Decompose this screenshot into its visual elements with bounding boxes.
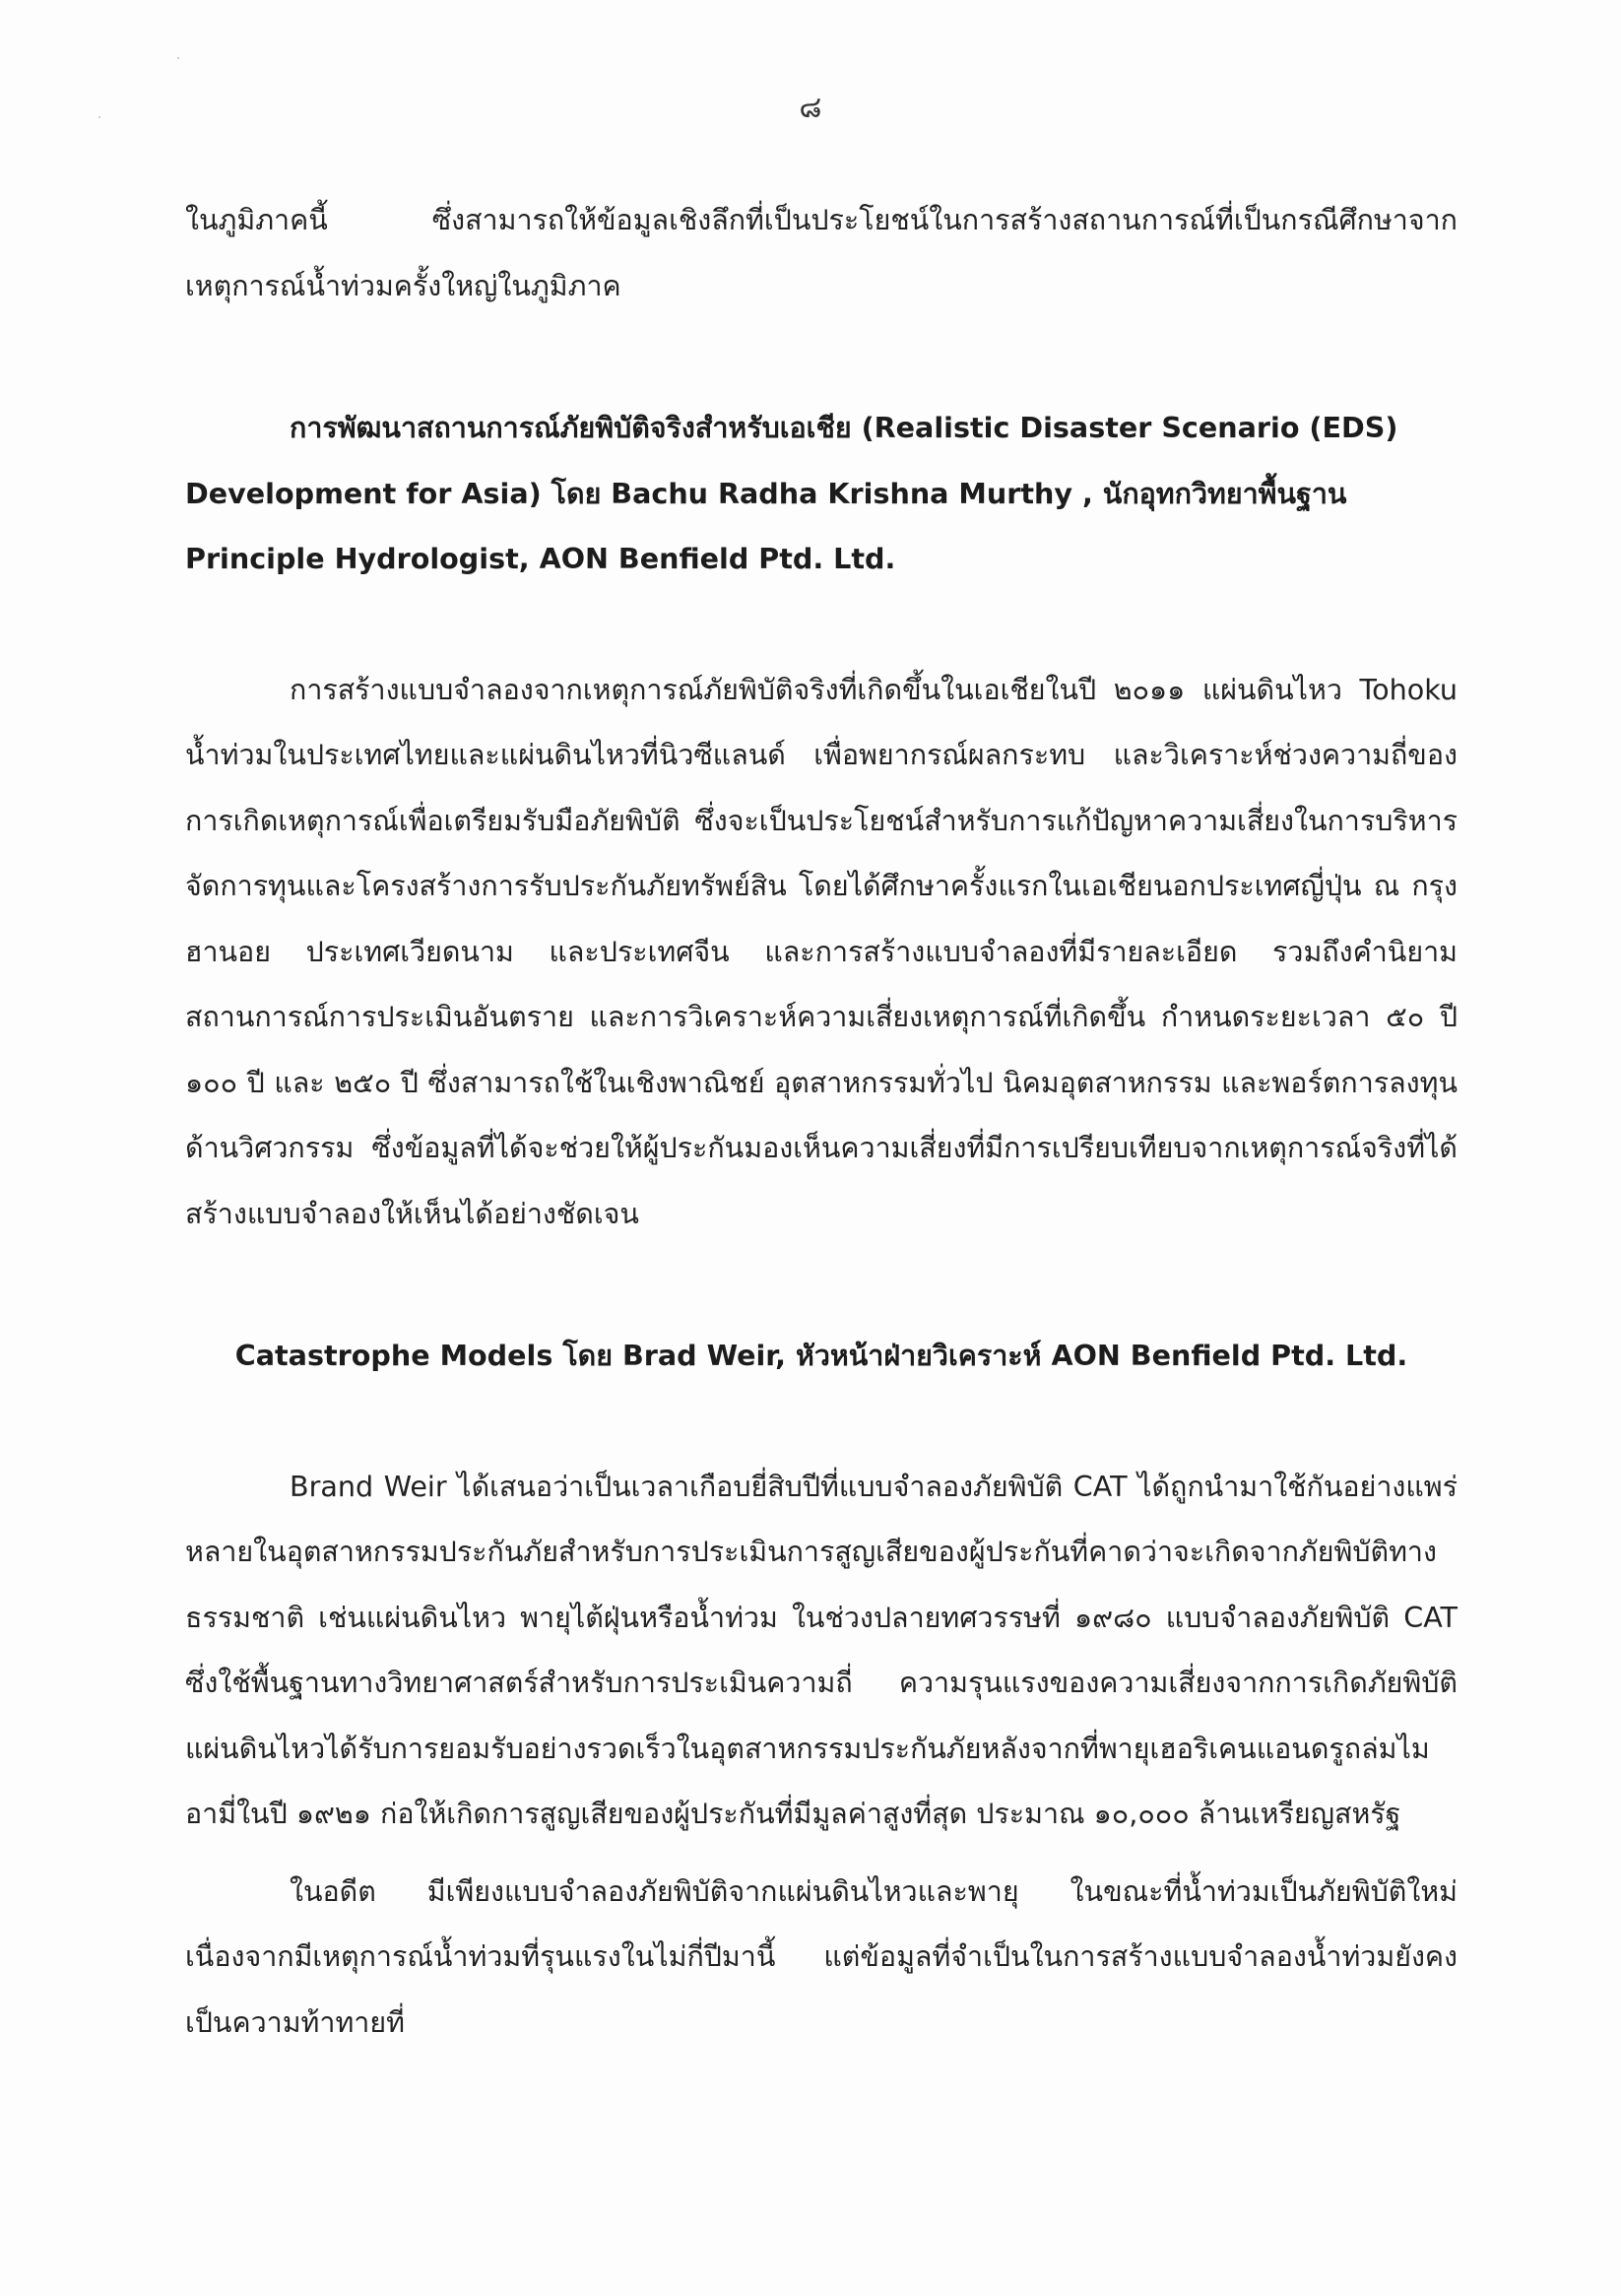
paragraph-intro-continuation: ในภูมิภาคนี้ ซึ่งสามารถให้ข้อมูลเชิงลึกที่เป็นประโยชน์ในการสร้างสถานการณ์ที่เป็นกรณีศึกษาจากเหตุการณ์น้ำท่วมครั้งใหญ่ในภูมิภาค [185,203,1458,302]
paragraph-cat-models: Brand Weir ได้เสนอว่าเป็นเวลาเกือบยี่สิบปีที่แบบจำลองภัยพิบัติ CAT ได้ถูกนำมาใช้กันอย่างแพร่หลายในอุตสาหกรรมประกันภัยสำหรับการประเมินการสูญเสียของผู้ประกันที่คาดว่าจะเกิดจากภัยพิบัติทางธรรมชาติ เช่นแผ่นดินไหว พายุไต้ฝุ่นหรือน้ำท่วม ในช่วงปลายทศวรรษที่ ๑๙๘๐ แบบจำลองภัยพิบัติ CAT ซึ่งใช้พื้นฐานทางวิทยาศาสตร์สำหรับการประเมินความถี่ ความรุนแรงของความเสี่ยงจากการเกิดภัยพิบัติแผ่นดินไหวได้รับการยอมรับอย่างรวดเร็วในอุตสาหกรรมประกันภัยหลังจากที่พายุเฮอริเคนแอนดรูถล่มไมอามี่ในปี ๑๙๒๑ ก่อให้เกิดการสูญเสียของผู้ประกันที่มีมูลค่าสูงที่สุด ประมาณ ๑๐,๐๐๐ ล้านเหรียญสหรัฐ [185,1469,1458,1830]
section-heading-catastrophe-models: Catastrophe Models โดย Brad Weir, หัวหน้าฝ่ายวิเคราะห์ AON Benfield Ptd. Ltd. [234,1339,1408,1372]
document-body [185,187,1458,2055]
page-number: ๘ [799,91,822,125]
spacer [185,1389,1458,1454]
paragraph-eds-body: การสร้างแบบจำลองจากเหตุการณ์ภัยพิบัติจริงที่เกิดขึ้นในเอเชียในปี ๒๐๑๑ แผ่นดินไหว Tohoku น้ำท่วมในประเทศไทยและแผ่นดินไหวที่นิวซีแลนด์ เพื่อพยากรณ์ผลกระทบ และวิเคราะห์ช่วงความถี่ของการเกิดเหตุการณ์เพื่อเตรียมรับมือภัยพิบัติ ซึ่งจะเป็นประโยชน์สำหรับการแก้ปัญหาความเสี่ยงในการบริหารจัดการทุนและโครงสร้างการรับประกันภัยทรัพย์สิน โดยได้ศึกษาครั้งแรกในเอเชียนอกประเทศญี่ปุ่น ณ กรุงฮานอย ประเทศเวียดนาม และประเทศจีน และการสร้างแบบจำลองที่มีรายละเอียด รวมถึงคำนิยามสถานการณ์การประเมินอันตราย และการวิเคราะห์ความเสี่ยงเหตุการณ์ที่เกิดขึ้น กำหนดระยะเวลา ๕๐ ปี ๑๐๐ ปี และ ๒๕๐ ปี ซึ่งสามารถใช้ในเชิงพาณิชย์ อุตสาหกรรมทั่วไป นิคมอุตสาหกรรม และพอร์ตการลงทุนด้านวิศวกรรม ซึ่งข้อมูลที่ได้จะช่วยให้ผู้ประกันมองเห็นความเสี่ยงที่มีการเปรียบเทียบจากเหตุการณ์จริงที่ได้สร้างแบบจำลองให้เห็นได้อย่างชัดเจน [185,672,1458,1230]
paragraph-flood-models: ในอดีต มีเพียงแบบจำลองภัยพิบัติจากแผ่นดินไหวและพายุ ในขณะที่น้ำท่วมเป็นภัยพิบัติใหม่ เนื่องจากมีเหตุการณ์น้ำท่วมที่รุนแรงในไม่กี่ปีมานี้ แต่ข้อมูลที่จำเป็นในการสร้างแบบจำลองน้ำท่วมยังคงเป็นความท้าทายที่ [185,1873,1458,2039]
spacer [185,1847,1458,1859]
section-heading-eds: การพัฒนาสถานการณ์ภัยพิบัติจริงสำหรับเอเชีย (Realistic Disaster Scenario (EDS) Development for Asia) โดย Bachu Radha Krishna Murthy , นักอุทกวิทยาพื้นฐาน Principle Hydrologist, AON Benfield Ptd. Ltd. [185,411,1398,575]
spacer [185,318,1458,395]
scan-speck [177,57,179,59]
spacer [185,592,1458,657]
spacer [185,1246,1458,1323]
